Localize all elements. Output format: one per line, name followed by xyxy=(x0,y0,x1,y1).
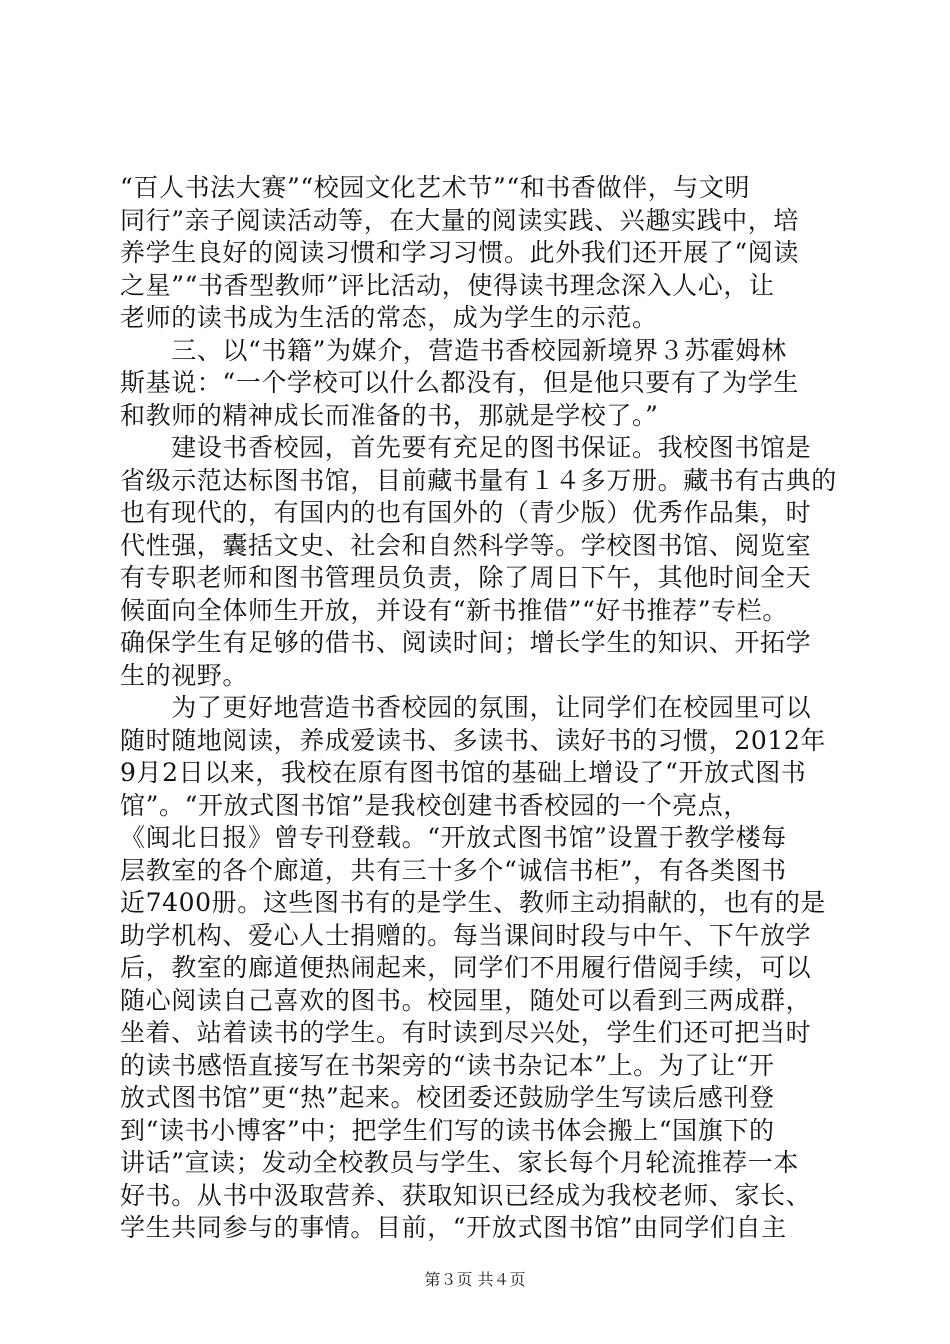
text-line: 后，教室的廊道便热闹起来，同学们不用履行借阅手续，可以 xyxy=(120,953,812,982)
text-line: 《闽北日报》曾专刊登载。“开放式图书馆”设置于教学楼每 xyxy=(120,823,787,852)
text-line: 馆”。“开放式图书馆”是我校创建书香校园的一个亮点， xyxy=(120,790,749,820)
text-line: 三、以“书籍”为媒介，营造书香校园新境界３苏霍姆林 xyxy=(120,335,787,365)
text-line: 的读书感悟直接写在书架旁的“读书杂记本”上。为了让“开 xyxy=(120,1050,775,1080)
text-line: 坐着、站着读书的学生。有时读到尽兴处，学生们还可把当时 xyxy=(120,1018,812,1047)
text-line: 随心阅读自己喜欢的图书。校园里，随处可以看到三两成群， xyxy=(120,985,812,1015)
text-line: 候面向全体师生开放，并设有“新书推借”“好书推荐”专栏。 xyxy=(120,595,788,625)
text-line: 养学生良好的阅读习惯和学习习惯。此外我们还开展了“阅读 xyxy=(120,238,799,267)
text-line: 近7400册。这些图书有的是学生、教师主动捐献的，也有的是 xyxy=(120,888,827,917)
text-line: 省级示范达标图书馆，目前藏书量有１４多万册。藏书有古典的 xyxy=(120,465,837,495)
text-line: 确保学生有足够的借书、阅读时间；增长学生的知识、开拓学 xyxy=(120,628,812,657)
body-text xyxy=(120,172,837,1245)
text-line: 建设书香校园，首先要有充足的图书保证。我校图书馆是 xyxy=(120,433,812,462)
text-line: “百人书法大赛”“校园文化艺术节”“和书香做伴，与文明 xyxy=(120,173,751,202)
page-footer xyxy=(0,1270,950,1290)
text-line: 斯基说：“一个学校可以什么都没有，但是他只要有了为学生 xyxy=(120,368,799,397)
text-line: 老师的读书成为生活的常态，成为学生的示范。 xyxy=(120,303,658,332)
text-line: 好书。从书中汲取营养、获取知识已经成为我校老师、家长、 xyxy=(120,1180,812,1210)
page-number-label: 第３页 共４页 xyxy=(424,1270,526,1289)
text-line: 学生共同参与的事情。目前，“开放式图书馆”由同学们自主 xyxy=(120,1213,787,1242)
text-line: 助学机构、爱心人士捐赠的。每当课间时段与中午、下午放学 xyxy=(120,920,812,950)
text-line: 之星”“书香型教师”评比活动，使得读书理念深入人心，让 xyxy=(120,270,775,300)
text-line: 有专职老师和图书管理员负责，除了周日下午，其他时间全天 xyxy=(120,563,812,592)
text-line: 和教师的精神成长而准备的书，那就是学校了。” xyxy=(120,400,659,430)
text-line: 讲话”宣读；发动全校教员与学生、家长每个月轮流推荐一本 xyxy=(120,1148,799,1177)
text-line: 放式图书馆”更“热”起来。校团委还鼓励学生写读后感刊登 xyxy=(120,1083,775,1112)
text-line: 同行”亲子阅读活动等，在大量的阅读实践、兴趣实践中，培 xyxy=(120,205,799,235)
text-line: 到“读书小博客”中；把学生们写的读书体会搬上“国旗下的 xyxy=(120,1115,775,1145)
text-line: 随时随地阅读，养成爱读书、多读书、读好书的习惯，2012年 xyxy=(120,725,827,755)
text-line: 也有现代的，有国内的也有国外的（青少版）优秀作品集，时 xyxy=(120,498,812,527)
text-line: 代性强，囊括文史、社会和自然科学等。学校图书馆、阅览室 xyxy=(120,530,812,560)
text-line: 9月2日以来，我校在原有图书馆的基础上增设了“开放式图书 xyxy=(120,758,807,787)
text-line: 为了更好地营造书香校园的氛围，让同学们在校园里可以 xyxy=(120,693,812,722)
text-line: 层教室的各个廊道，共有三十多个“诚信书柜”，有各类图书 xyxy=(120,855,787,885)
text-line: 生的视野。 xyxy=(120,660,249,690)
